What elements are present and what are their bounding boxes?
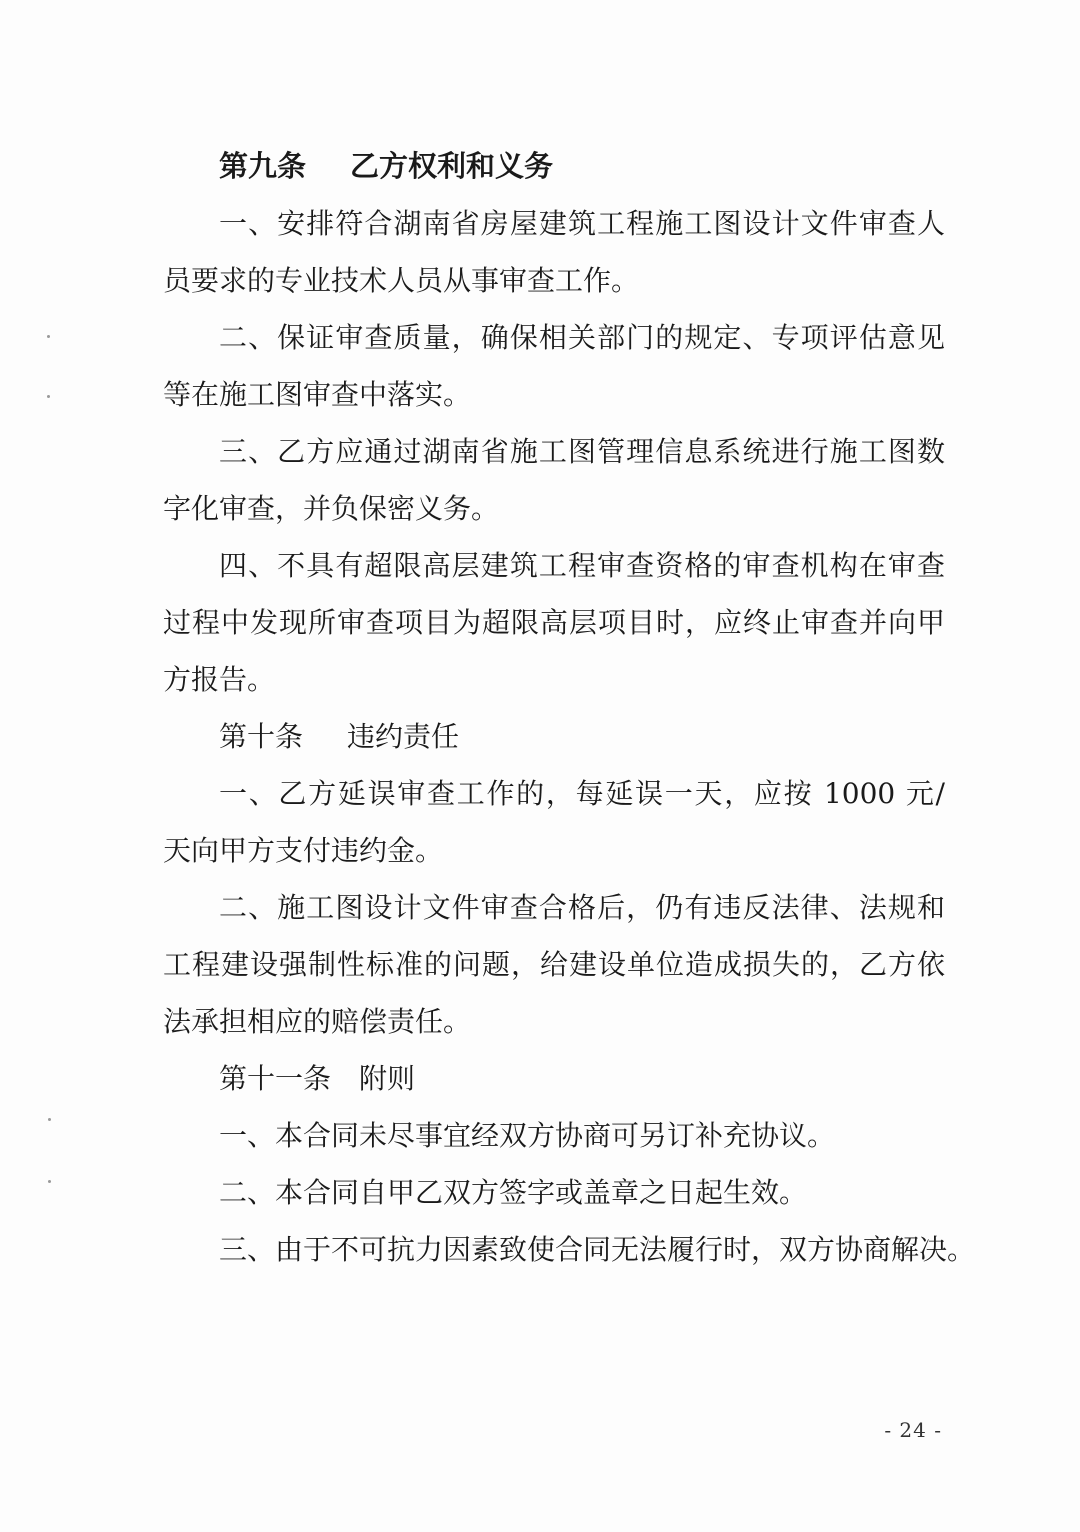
scan-speck <box>47 395 50 398</box>
contract-body <box>163 138 976 1278</box>
clause-11-3: 三、由于不可抗力因素致使合同无法履行时，双方协商解决。 <box>219 1233 976 1266</box>
clause-10-1-line-2: 天向甲方支付违约金。 <box>163 834 444 867</box>
article-title: 违约责任 <box>347 720 460 753</box>
article-number: 第十一条 <box>219 1062 332 1095</box>
page-number: - 24 - <box>884 1418 942 1442</box>
clause-11-1: 一、本合同未尽事宜经双方协商可另订补充协议。 <box>219 1119 836 1152</box>
clause-9-3-line-1: 三、乙方应通过湖南省施工图管理信息系统进行施工图数 <box>219 435 945 468</box>
article-number: 第十条 <box>219 720 304 753</box>
clause-9-1-line-1: 一、安排符合湖南省房屋建筑工程施工图设计文件审查人 <box>219 207 945 240</box>
clause-9-2-line-1: 二、保证审查质量，确保相关部门的规定、专项评估意见 <box>219 321 945 354</box>
article-9-heading <box>163 138 945 195</box>
article-11-heading <box>163 1050 945 1107</box>
scan-speck <box>48 1118 51 1121</box>
article-title: 乙方权利和义务 <box>350 149 554 183</box>
article-10-heading <box>163 708 945 765</box>
clause-9-4-line-3: 方报告。 <box>163 663 276 696</box>
clause-11-2: 二、本合同自甲乙双方签字或盖章之日起生效。 <box>219 1176 808 1209</box>
scan-speck <box>47 335 50 338</box>
clause-10-2-line-3: 法承担相应的赔偿责任。 <box>163 1005 472 1038</box>
clause-9-3-line-2: 字化审查，并负保密义务。 <box>163 492 500 525</box>
article-number: 第九条 <box>219 149 307 183</box>
clause-10-2-line-1: 二、施工图设计文件审查合格后，仍有违反法律、法规和 <box>219 891 945 924</box>
clause-10-1-line-1: 一、乙方延误审查工作的，每延误一天，应按 1000 元/ <box>219 777 945 810</box>
clause-9-4-line-1: 四、不具有超限高层建筑工程审查资格的审查机构在审查 <box>219 549 945 582</box>
article-title: 附则 <box>359 1062 416 1095</box>
clause-9-2-line-2: 等在施工图审查中落实。 <box>163 378 472 411</box>
clause-9-1-line-2: 员要求的专业技术人员从事审查工作。 <box>163 264 640 297</box>
clause-9-4-line-2: 过程中发现所审查项目为超限高层项目时，应终止审查并向甲 <box>163 606 945 639</box>
scan-speck <box>48 1180 51 1183</box>
clause-10-2-line-2: 工程建设强制性标准的问题，给建设单位造成损失的，乙方依 <box>163 948 945 981</box>
